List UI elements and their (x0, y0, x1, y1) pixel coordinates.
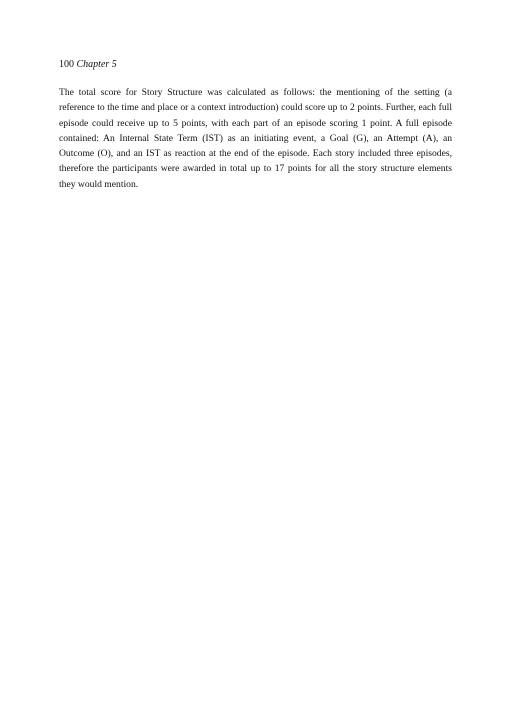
page-number: 100 (59, 59, 74, 70)
body-paragraph: The total score for Story Structure was calculated as follows: the mentioning of the setting (a reference to the time and place or a context introduction) could score up to 2 points. Further, each full episode could receive up to 5 points, with each part of an episode scoring 1 point. A full episode contained: An Internal State Term (IST) as an initiating event, a Goal (G), an Attempt (A), an Outcome (O), and an IST as reaction at the end of the episode. Each story included three episodes, therefore the participants were awarded in total up to 17 points for all the story structure elements they would mention. (59, 87, 452, 190)
running-header (59, 59, 117, 71)
chapter-title: Chapter 5 (76, 59, 117, 70)
